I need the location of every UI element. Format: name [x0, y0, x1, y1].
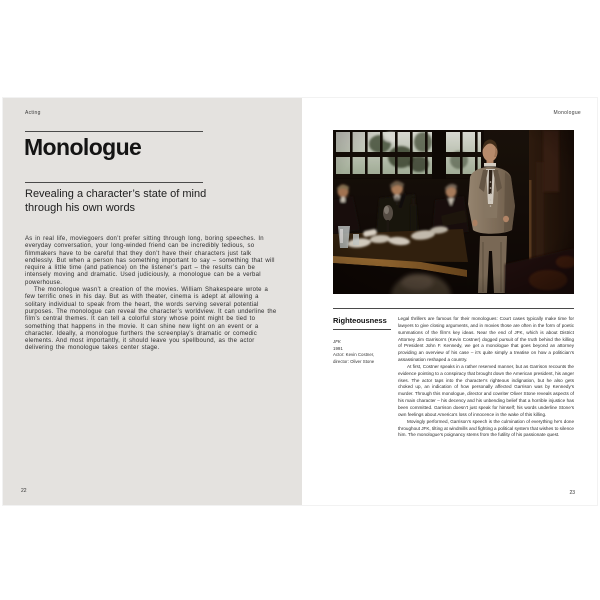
essay-text: [398, 316, 574, 439]
monologue-type-heading: Righteousness: [333, 316, 387, 325]
film-actor-credit: Actor: Kevin Costner,: [333, 352, 375, 358]
intro-paragraph: As in real life, moviegoers don’t prefer sitting through long, boring speeches. In everyday conversation, your long-winded friend can be incredibly tedious, so filmmakers have to be careful that they don’t have their characters just talk endlessly. But when a person has something important to say – something that will require a little time (and patience) on the listener’s part – the results can be intensely moving and dramatic. Used judiciously, a monologue can be a verbal powerhouse.: [25, 236, 275, 286]
title-rule-bottom: [25, 182, 203, 183]
essay-paragraph: At first, Costner speaks in a rather reserved manner, but as Garrison recounts the evidence pointing to a conspiracy that brought down the American president, his anger rises. The actor taps into the character’s righteous indignation, but he also gets choked up, an indication of how personally affected Garrison was by Kennedy’s murder. Through this monologue, director and cowriter Oliver Stone reveals aspects of his main character – his decency and his unbending belief that a horrible injustice has been committed. Garrison doesn’t just speak for himself; his words underline Stone’s own feelings about America’s loss of innocence in the wake of this killing.: [398, 363, 574, 417]
page-number-right: 23: [569, 490, 575, 496]
chapter-subtitle: Revealing a character’s state of mind through his own words: [25, 188, 207, 214]
essay-paragraph: Movingly performed, Garrison’s speech is the culmination of everything he’s done throughout JFK, tilting at windmills and fighting a political system that wishes to silence him. The monologue’s poignancy stems from the futility of his passionate quest.: [398, 418, 574, 438]
film-info-sidebar: [333, 316, 395, 365]
running-head-left: Acting: [25, 110, 41, 116]
section-rule: [333, 308, 574, 309]
film-director-credit: director: Oliver Stone: [333, 359, 375, 365]
right-page: [302, 98, 597, 505]
sidebar-rule: [333, 329, 391, 330]
intro-text: [25, 236, 278, 353]
film-title: JFK: [333, 339, 341, 344]
film-still-photo: [333, 130, 574, 294]
running-head-right: Monologue: [553, 110, 581, 116]
book-spread: [3, 98, 597, 505]
chapter-title: Monologue: [24, 134, 142, 160]
film-year: 1991: [333, 345, 343, 351]
page-number-left: 22: [21, 488, 27, 494]
intro-paragraph: The monologue wasn’t a creation of the movies. William Shakespeare wrote a few terrific ones in his day. But as with theater, cinema is adept at allowing a solitary individual to speak from the heart, the words serving several potential purposes. The monologue can reveal the character’s worldview. It can underline the film’s central themes. It can tell a colorful story whose point might be tied to something that happens in the movie. It can shine new light on an event or a character. Ideally, a monologue furthers the screenplay’s dramatic or comedic elements. And most importantly, it should leave you spellbound, as the actor delivering the monologue takes center stage.: [25, 287, 277, 352]
title-rule-top: [25, 131, 203, 132]
left-page: [3, 98, 302, 505]
essay-paragraph: Legal thrillers are famous for their monologues: Court cases typically make time for lawyers to give closing arguments, and in movies those are often in the form of poetic summations of the film’s key ideas. Near the end of JFK, which is about District Attorney Jim Garrison’s (Kevin Costner) dogged pursuit of the truth behind the killing of President John F. Kennedy, we get a monologue that goes beyond an attorney providing an overview of his case – it’s quite simply a treatise on how a politician’s assassination reshaped a country.: [398, 316, 574, 363]
